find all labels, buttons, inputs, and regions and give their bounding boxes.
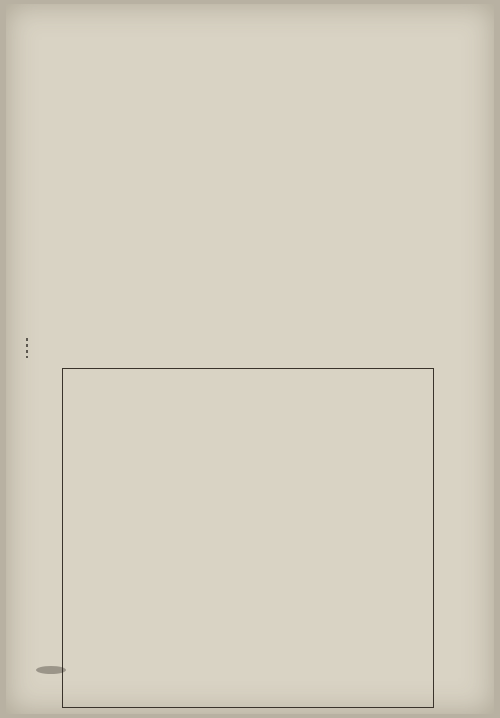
page [6,4,494,714]
ink-smudge [36,666,66,674]
flower-body [73,377,391,697]
article-body [124,8,490,280]
flower-essay-box [62,368,434,708]
editor-note [34,32,124,278]
separator-dash [20,336,34,360]
